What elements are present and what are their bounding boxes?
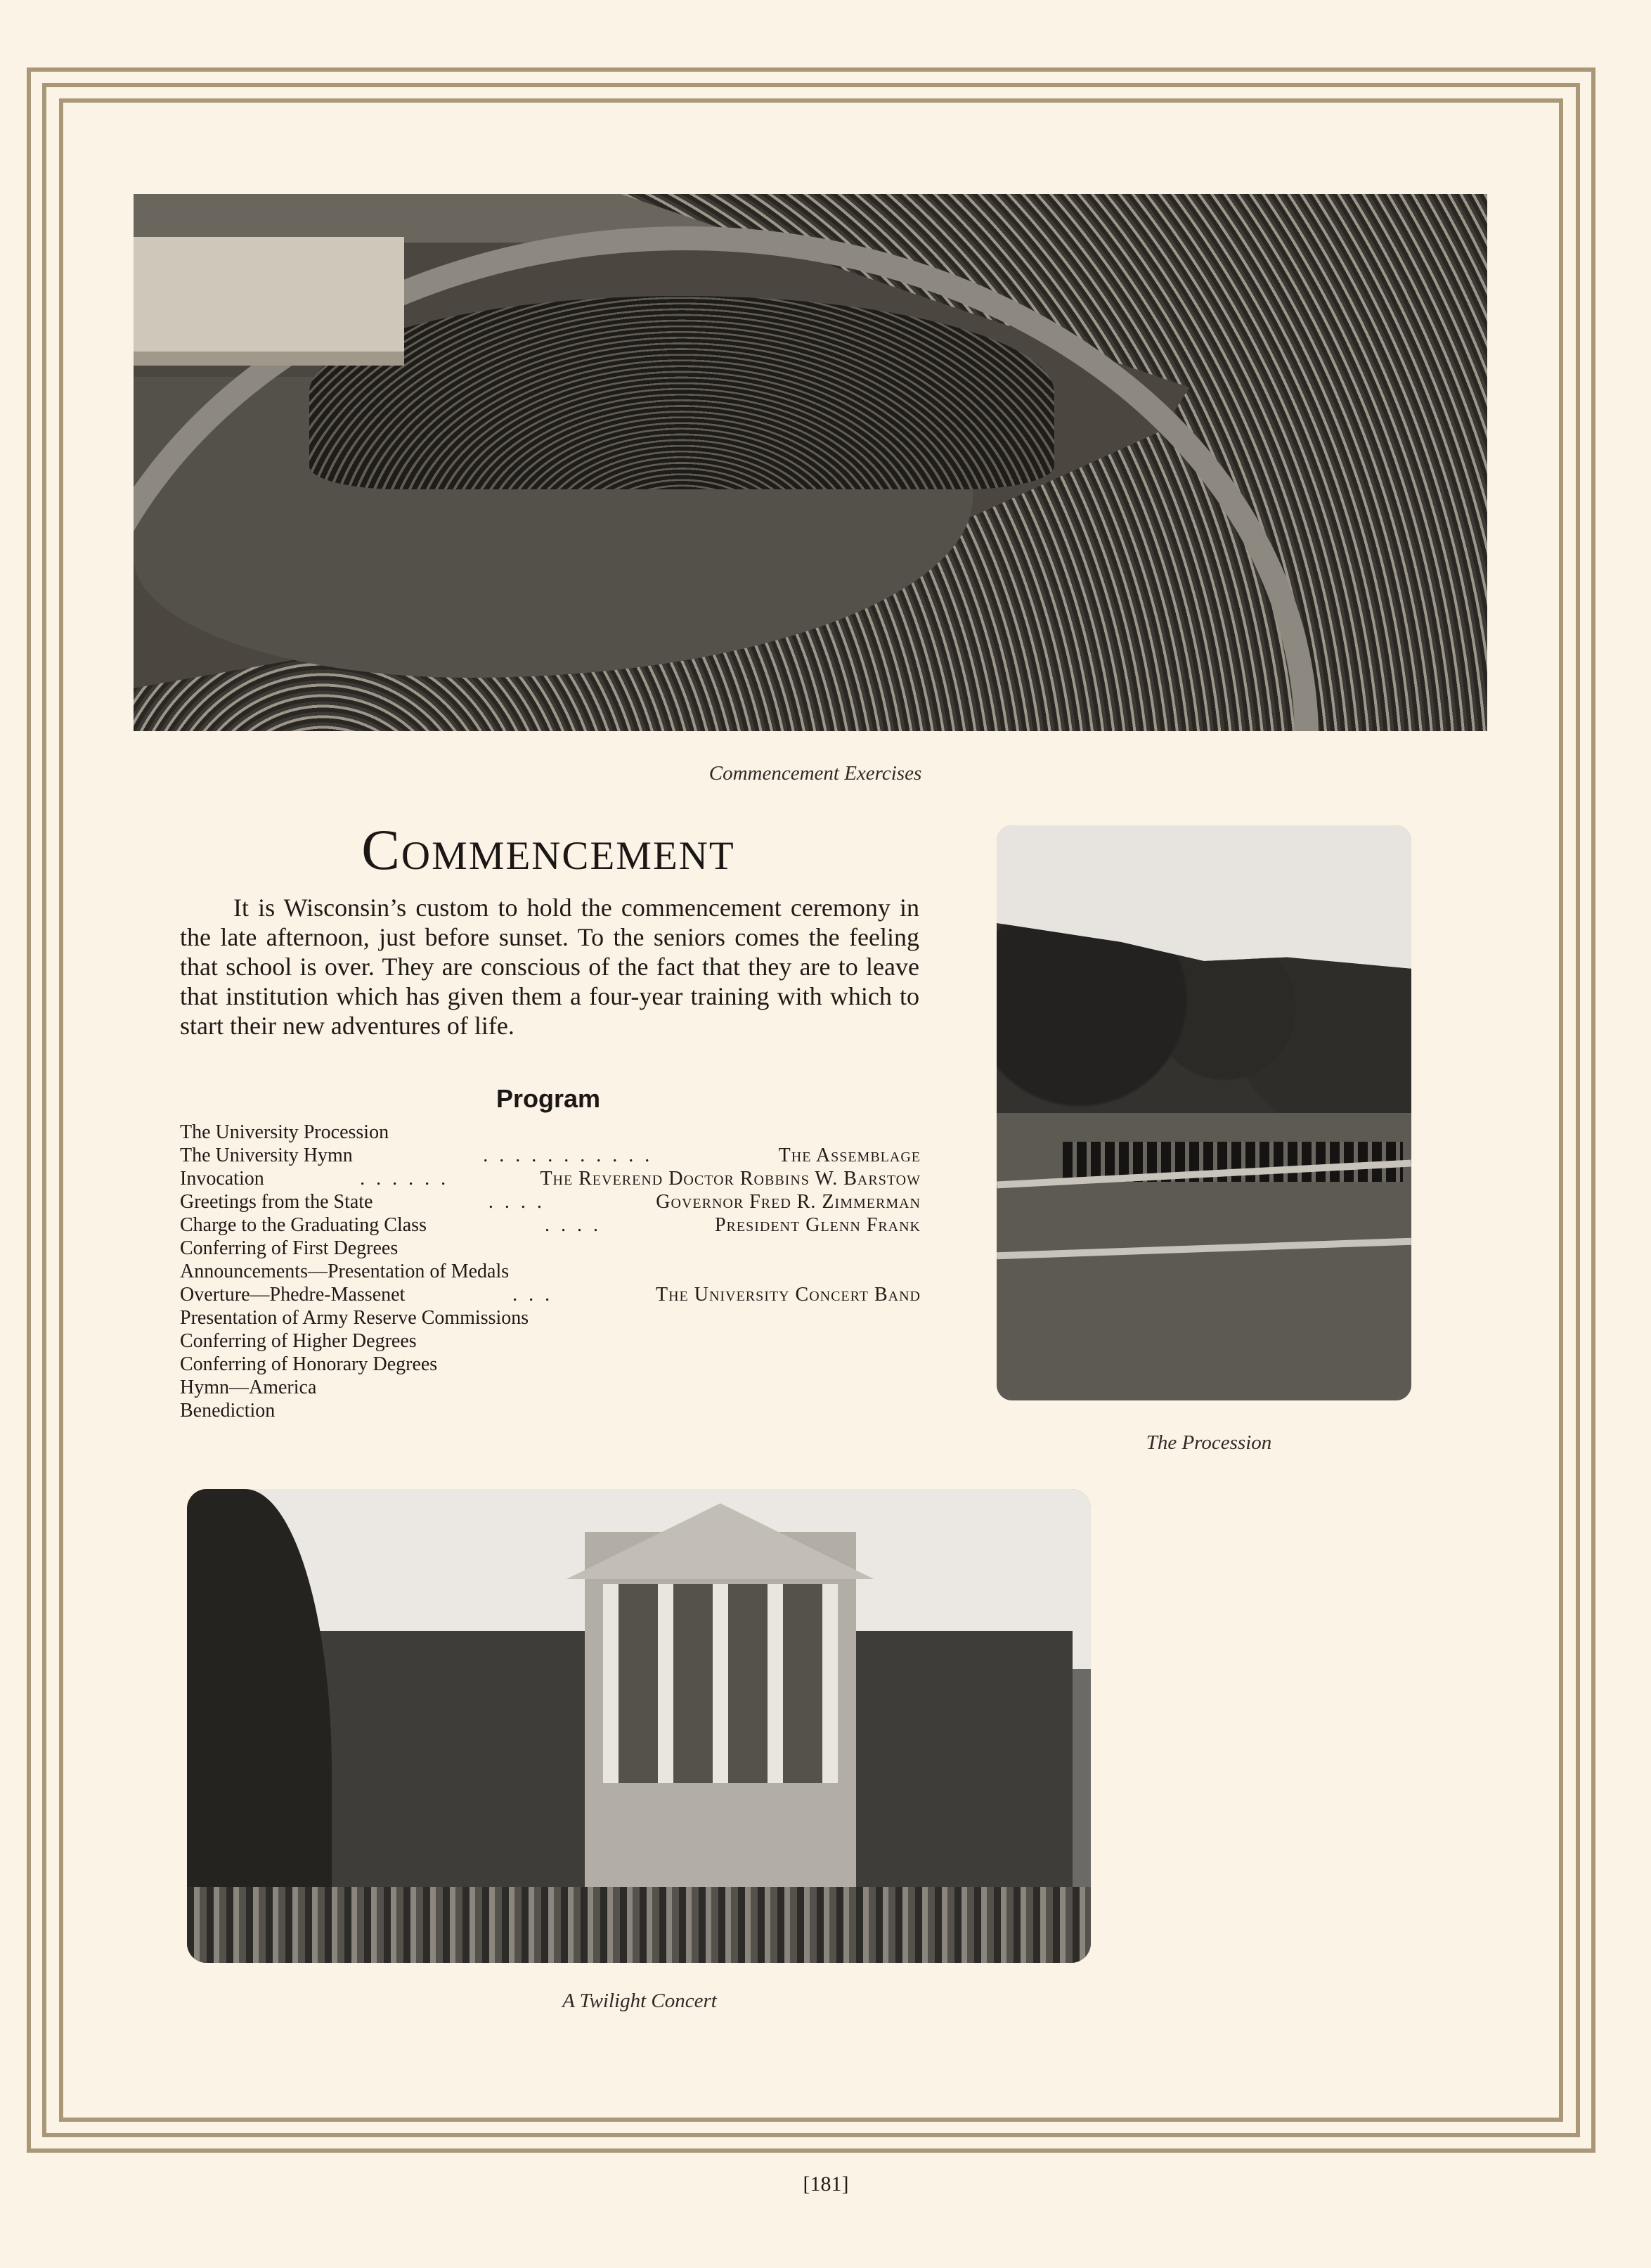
- stage-pavilion: [134, 237, 404, 366]
- program-item: [180, 1399, 921, 1422]
- building-columns: [603, 1584, 838, 1783]
- program-item-name: Hymn—America: [180, 1377, 317, 1398]
- program-item: [180, 1213, 921, 1237]
- program-item: [180, 1190, 921, 1213]
- twilight-concert-photo: [187, 1489, 1091, 1963]
- program-heading: Program: [496, 1084, 601, 1113]
- program-item-name: Overture—Phedre-Massenet: [180, 1284, 406, 1306]
- program-item-name: Conferring of Higher Degrees: [180, 1330, 417, 1352]
- program-item: [180, 1121, 921, 1144]
- leader-dots: ....: [544, 1214, 609, 1236]
- program-item-performer: The Assemblage: [778, 1145, 921, 1166]
- program-item-name: Benediction: [180, 1400, 276, 1422]
- program-item-performer: The Reverend Doctor Robbins W. Barstow: [540, 1168, 921, 1190]
- program-item-name: Announcements—Presentation of Medals: [180, 1261, 510, 1282]
- seated-audience: [187, 1887, 1091, 1963]
- program-item: [180, 1167, 921, 1190]
- program-item-name: Presentation of Army Reserve Commissions: [180, 1307, 529, 1329]
- program-item-name: Conferring of Honorary Degrees: [180, 1353, 438, 1375]
- program-item: [180, 1329, 921, 1353]
- program-item: [180, 1144, 921, 1167]
- caption-procession: The Procession: [1146, 1431, 1272, 1454]
- program-item: [180, 1353, 921, 1376]
- program-item: [180, 1260, 921, 1283]
- program-item-name: The University Hymn: [180, 1145, 353, 1166]
- program-item: [180, 1306, 921, 1329]
- program-item-name: Invocation: [180, 1168, 264, 1190]
- program-item-performer: President Glenn Frank: [714, 1214, 921, 1236]
- program-list: [180, 1121, 921, 1422]
- leader-dots: ....: [488, 1191, 553, 1213]
- graduates-seated: [309, 296, 1054, 489]
- caption-twilight-concert: A Twilight Concert: [562, 1990, 717, 2012]
- program-item-name: The University Procession: [180, 1121, 389, 1143]
- leader-dots: ...........: [483, 1145, 661, 1166]
- leader-dots: ......: [360, 1168, 458, 1190]
- program-item-name: Greetings from the State: [180, 1191, 373, 1213]
- program-item: [180, 1237, 921, 1260]
- caption-commencement-exercises: Commencement Exercises: [708, 762, 922, 785]
- leader-dots: ...: [512, 1284, 562, 1306]
- program-item-name: Charge to the Graduating Class: [180, 1214, 427, 1236]
- program-item: [180, 1283, 921, 1306]
- commencement-exercises-photo: [134, 194, 1487, 731]
- page-number: [181]: [803, 2172, 849, 2196]
- program-item-performer: Governor Fred R. Zimmerman: [656, 1191, 921, 1213]
- program-item-name: Conferring of First Degrees: [180, 1237, 399, 1259]
- program-item: [180, 1376, 921, 1399]
- intro-paragraph: It is Wisconsin’s custom to hold the commencement ceremony in the late afternoon, just before sunset. To the seniors comes the feeling that school is over. They are conscious of the fact that they are to leave that institution which has given them a four-year training with which to start their new adventures of life.: [180, 894, 919, 1040]
- page-title: Commencement: [361, 818, 735, 882]
- program-item-performer: The University Concert Band: [655, 1284, 921, 1306]
- procession-photo: [997, 825, 1411, 1400]
